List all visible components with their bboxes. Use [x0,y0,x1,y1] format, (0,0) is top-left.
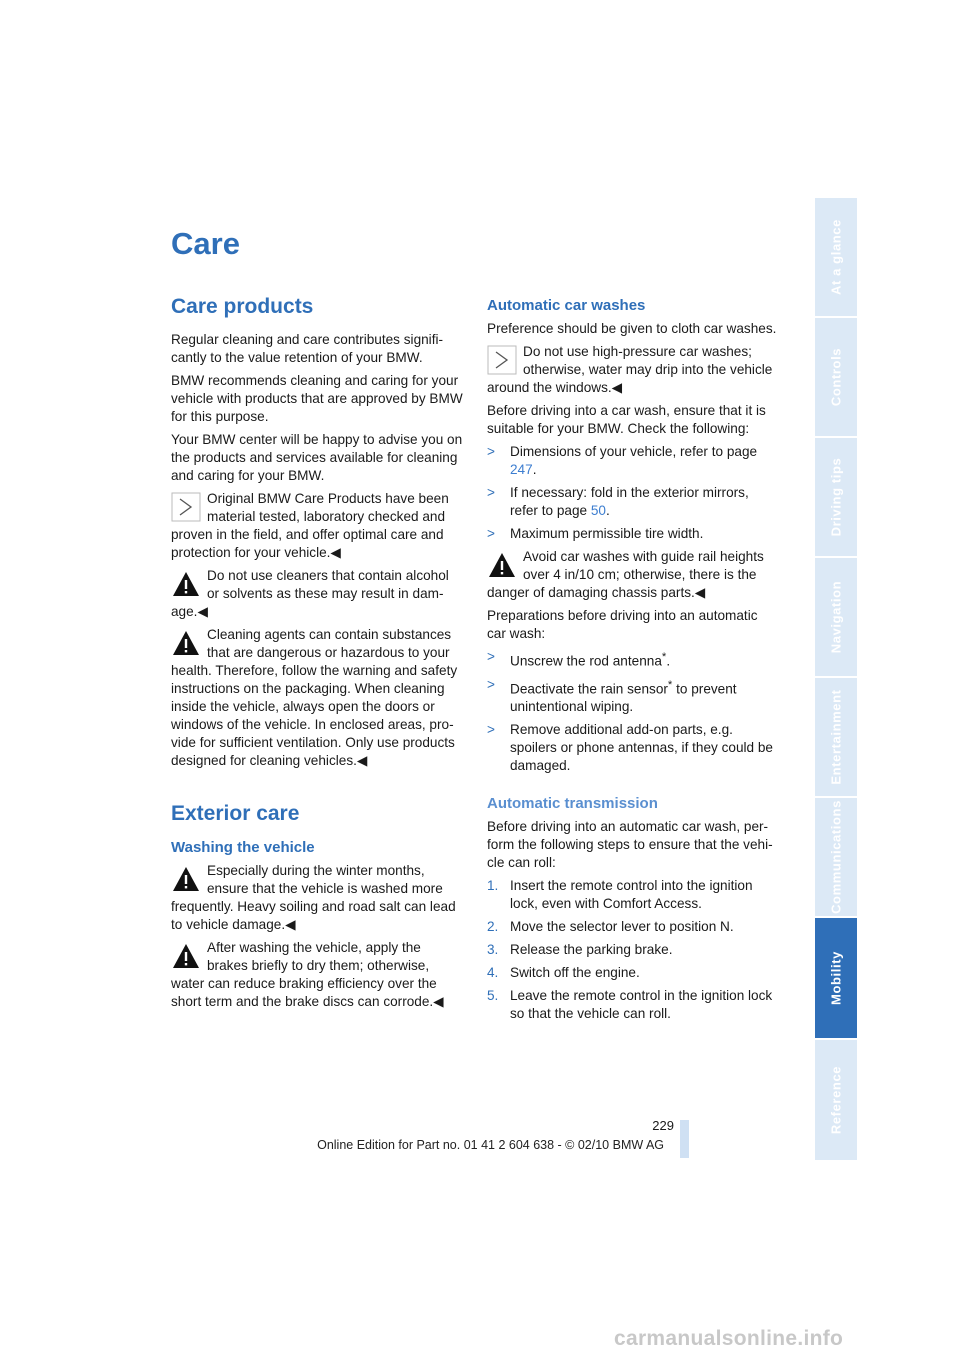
warning-triangle-icon [171,864,201,894]
optional-equipment-star: * [661,651,667,663]
step-item [487,941,779,959]
list-item-text: Dimensions of your vehicle, refer to page [510,444,758,459]
tab-label: Controls [828,347,844,407]
tab-label: Mobility [828,951,844,1005]
automatic-transmission-heading: Automatic transmission [487,795,658,813]
tab-label: Reference [828,1065,844,1135]
page-link-50[interactable]: 50 [590,503,606,518]
step-number: 2. [487,919,499,935]
warning-block [171,567,463,621]
list-item-text: Remove additional add-on parts, e.g. spoilers or phone antennas, if they could be damaged. [510,722,773,774]
list-item [487,721,779,775]
tab-communications[interactable] [815,798,857,916]
care-products-heading: Care products [171,295,314,318]
note-block [171,490,463,562]
tab-reference[interactable] [815,1040,857,1160]
page-number-bar [680,1120,689,1158]
warning-text: Avoid car washes with guide rail heights over 4 in/10 cm; otherwise, there is the danger of damaging chassis parts.◀ [487,549,764,600]
warning-block [487,548,779,602]
list-item-text: If necessary: fold in the exterior mirrors, refer to page [510,485,749,518]
list-item-text: Deactivate the rain sensor [510,681,668,697]
tab-label: Communications [828,800,844,914]
step-item [487,964,779,982]
warning-triangle-icon [487,550,517,580]
step-item [487,877,779,913]
warning-block [171,626,463,770]
paragraph: Your BMW center will be happy to advise you on the products and services available for cleaning and caring for your BMW. [171,432,463,483]
list-item-text: . [532,462,537,477]
note-text: Do not use high-pressure car washes; otherwise, water may drip into the vehicle around the windows.◀ [487,344,773,395]
warning-triangle-icon [171,628,201,658]
steps-list [487,877,779,1023]
bullet-marker: > [487,649,495,664]
list-item-text: . [666,653,671,669]
paragraph: Preparations before driving into an automatic car wash: [487,608,758,641]
footer-edition-text: Online Edition for Part no. 01 41 2 604 638 - © 02/10 BMW AG [317,1138,664,1152]
step-text: Leave the remote control in the ignition lock so that the vehicle can roll. [510,988,773,1022]
bullet-marker: > [487,485,495,500]
warning-text: Especially during the winter months, ensure that the vehicle is washed more frequently. Heavy soiling and road salt can lead to vehicle damage.◀ [171,863,456,932]
tab-driving-tips[interactable] [815,438,857,556]
automatic-car-washes-heading: Automatic car washes [487,297,646,314]
paragraph: Before driving into a car wash, ensure that it is suitable for your BMW. Check the following: [487,403,766,436]
tab-controls[interactable] [815,318,857,436]
tab-entertainment[interactable] [815,678,857,796]
step-text: Switch off the engine. [510,965,640,981]
bullet-marker: > [487,444,495,459]
paragraph: Before driving into an automatic car wash, per-form the following steps to ensure that the vehi-cle can roll: [487,819,773,871]
left-column [171,290,463,1016]
warning-triangle-icon [171,941,201,971]
list-item-text: . [605,503,610,518]
paragraph: Regular cleaning and care contributes signifi-cantly to the value retention of your BMW. [171,332,444,365]
step-number: 5. [487,988,499,1004]
exterior-care-heading: Exterior care [171,802,300,825]
list-item-text: Unscrew the rod antenna [510,653,662,669]
step-item [487,987,779,1023]
note-arrow-icon [487,345,517,375]
tab-label: Navigation [828,580,844,654]
optional-equipment-star: * [667,678,673,691]
warning-text: Cleaning agents can contain substances that are dangerous or hazardous to your health. Therefore, follow the warning and safety instructions on the packaging. When cleaning inside the vehicle, always open the doors or windows of the vehicle. In enclosed areas, pro-vide for sufficient ventilation. Only use products designed for cleaning vehicles.◀ [171,627,458,768]
list-item [487,443,779,479]
list-item-text: to prevent unintentional wiping. [510,681,737,715]
tab-navigation[interactable] [815,558,857,676]
watermark: carmanualsonline.info [614,1327,844,1350]
warning-triangle-icon [171,569,201,599]
page-title: Care [171,226,240,261]
list-item [487,484,779,520]
bullet-marker: > [487,676,495,692]
note-block [487,343,779,397]
tab-mobility[interactable] [815,918,857,1038]
tab-label: At a glance [828,219,844,295]
step-item [487,918,779,936]
tab-label: Entertainment [828,689,844,785]
warning-text: Do not use cleaners that contain alcohol or solvents as these may result in dam-age.◀ [171,568,449,619]
check-list [487,443,779,543]
preparation-list [487,648,779,775]
step-text: Move the selector lever to position N. [510,919,734,935]
bullet-marker: > [487,526,495,541]
bullet-marker: > [487,722,495,738]
warning-block [171,862,463,934]
step-text: Release the parking brake. [510,942,673,958]
warning-block [171,939,463,1011]
tab-at-a-glance[interactable] [815,198,857,316]
step-number: 4. [487,965,499,981]
list-item-text: Maximum permissible tire width. [510,526,704,541]
paragraph: BMW recommends cleaning and caring for your vehicle with products that are approved by BMW for this purpose. [171,373,463,424]
note-arrow-icon [171,492,201,522]
section-tabs [815,198,857,1160]
step-number: 1. [487,878,499,894]
list-item [487,676,779,717]
page-number: 229 [652,1118,674,1133]
note-text: Original BMW Care Products have been material tested, laboratory checked and proven in the field, and offer optimal care and protection for your vehicle.◀ [171,491,449,560]
list-item [487,648,779,671]
washing-heading: Washing the vehicle [171,839,315,856]
right-column [487,290,779,1028]
step-number: 3. [487,942,499,958]
step-text: Insert the remote control into the ignition lock, even with Comfort Access. [510,878,753,912]
paragraph: Preference should be given to cloth car washes. [487,321,777,336]
page-link-247[interactable]: 247 [510,462,533,477]
warning-text: After washing the vehicle, apply the brakes briefly to dry them; otherwise, water can reduce braking efficiency over the short term and the brake discs can corrode.◀ [171,940,444,1009]
tab-label: Driving tips [828,457,844,537]
list-item [487,525,779,543]
